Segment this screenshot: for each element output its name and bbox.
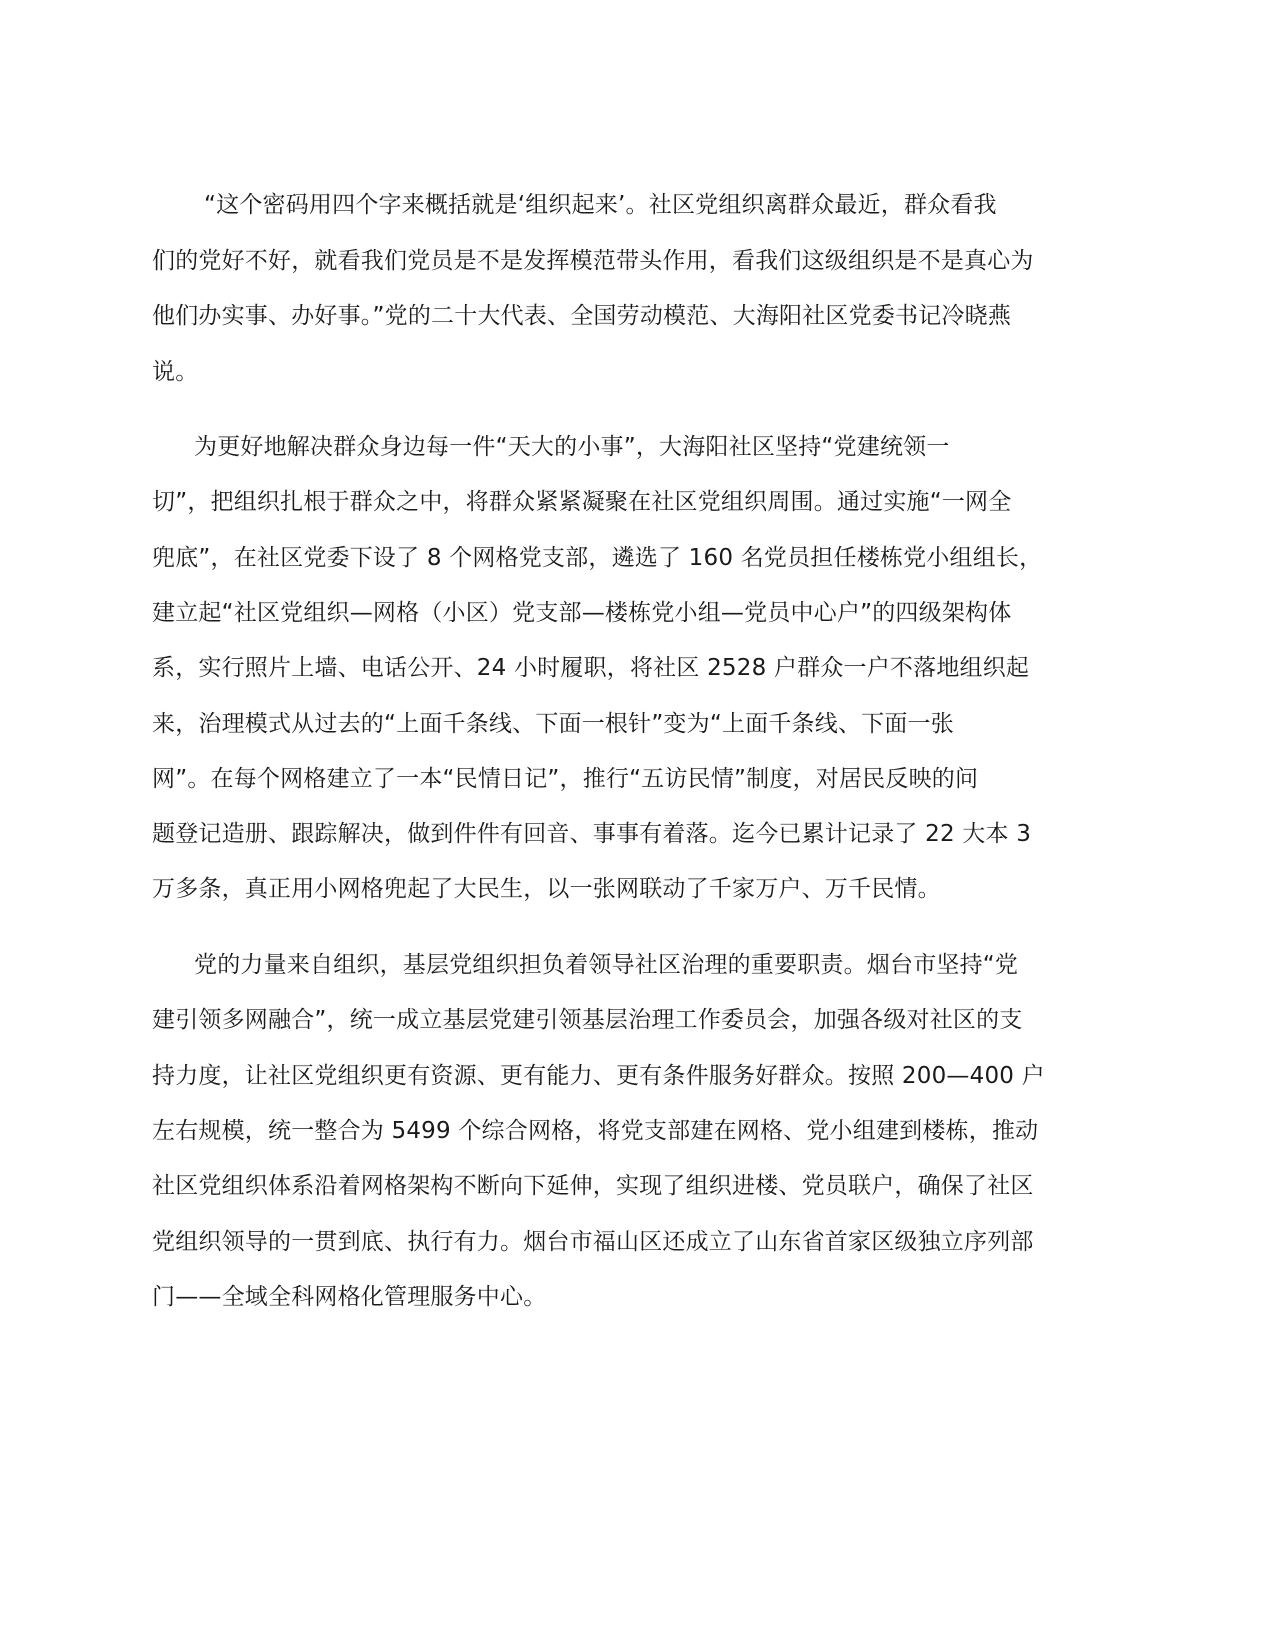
paragraph-line: 党的力量来自组织，基层党组织担负着领导社区治理的重要职责。烟台市坚持“党 (194, 952, 1019, 978)
paragraph-line: 建立起“社区党组织—网格（小区）党支部—楼栋党小组—党员中心户”的四级架构体 (152, 599, 1012, 626)
paragraph-line: 网”。在每个网格建立了一本“民情日记”，推行“五访民情”制度，对居民反映的问 (152, 765, 979, 792)
paragraph-line: 万多条，真正用小网格兜起了大民生，以一张网联动了千家万户、万千民情。 (152, 876, 941, 903)
paragraph-line: 建引领多网融合”，统一成立基层党建引领基层治理工作委员会，加强各级对社区的支 (152, 1007, 1023, 1034)
paragraph-line: 来，治理模式从过去的“上面千条线、下面一根针”变为“上面千条线、下面一张 (152, 710, 954, 737)
paragraph-line: 持力度，让社区党组织更有资源、更有能力、更有条件服务好群众。按照 200—400 户 (152, 1062, 1045, 1089)
paragraph-line: 系，实行照片上墙、电话公开、24 小时履职，将社区 2528 户群众一户不落地组织起 (152, 655, 1030, 682)
paragraph-line: 为更好地解决群众身边每一件“天大的小事”，大海阳社区坚持“党建统领一 (194, 434, 950, 460)
paragraph-line: 左右规模，统一整合为 5499 个综合网格，将党支部建在网格、党小组建到楼栋，推动 (152, 1117, 1039, 1144)
paragraph-line: 社区党组织体系沿着网格架构不断向下延伸，实现了组织进楼、党员联户，确保了社区 (152, 1173, 1034, 1200)
paragraph-line: 题登记造册、跟踪解决，做到件件有回音、事事有着落。迄今已累计记录了 22 大本 3 (152, 821, 1032, 848)
paragraph-line: 们的党好不好，就看我们党员是不是发挥模范带头作用，看我们这级组织是不是真心为 (152, 247, 1034, 274)
paragraph-line: 说。 (152, 358, 199, 385)
paragraph-line: 党组织领导的一贯到底、执行有力。烟台市福山区还成立了山东省首家区级独立序列部 (152, 1228, 1034, 1255)
paragraph-line: 兜底”，在社区党委下设了 8 个网格党支部，遴选了 160 名党员担任楼栋党小组组长， (152, 544, 1043, 571)
paragraph-line: 门——全域全科网格化管理服务中心。 (152, 1283, 547, 1310)
paragraph-line: “这个密码用四个字来概括就是‘组织起来’。社区党组织离群众最近，群众看我 (204, 192, 997, 218)
paragraph-line: 切”，把组织扎根于群众之中，将群众紧紧凝聚在社区党组织周围。通过实施“一网全 (152, 489, 1012, 516)
paragraph-line: 他们办实事、办好事。”党的二十大代表、全国劳动模范、大海阳社区党委书记冷晓燕 (152, 303, 1012, 329)
